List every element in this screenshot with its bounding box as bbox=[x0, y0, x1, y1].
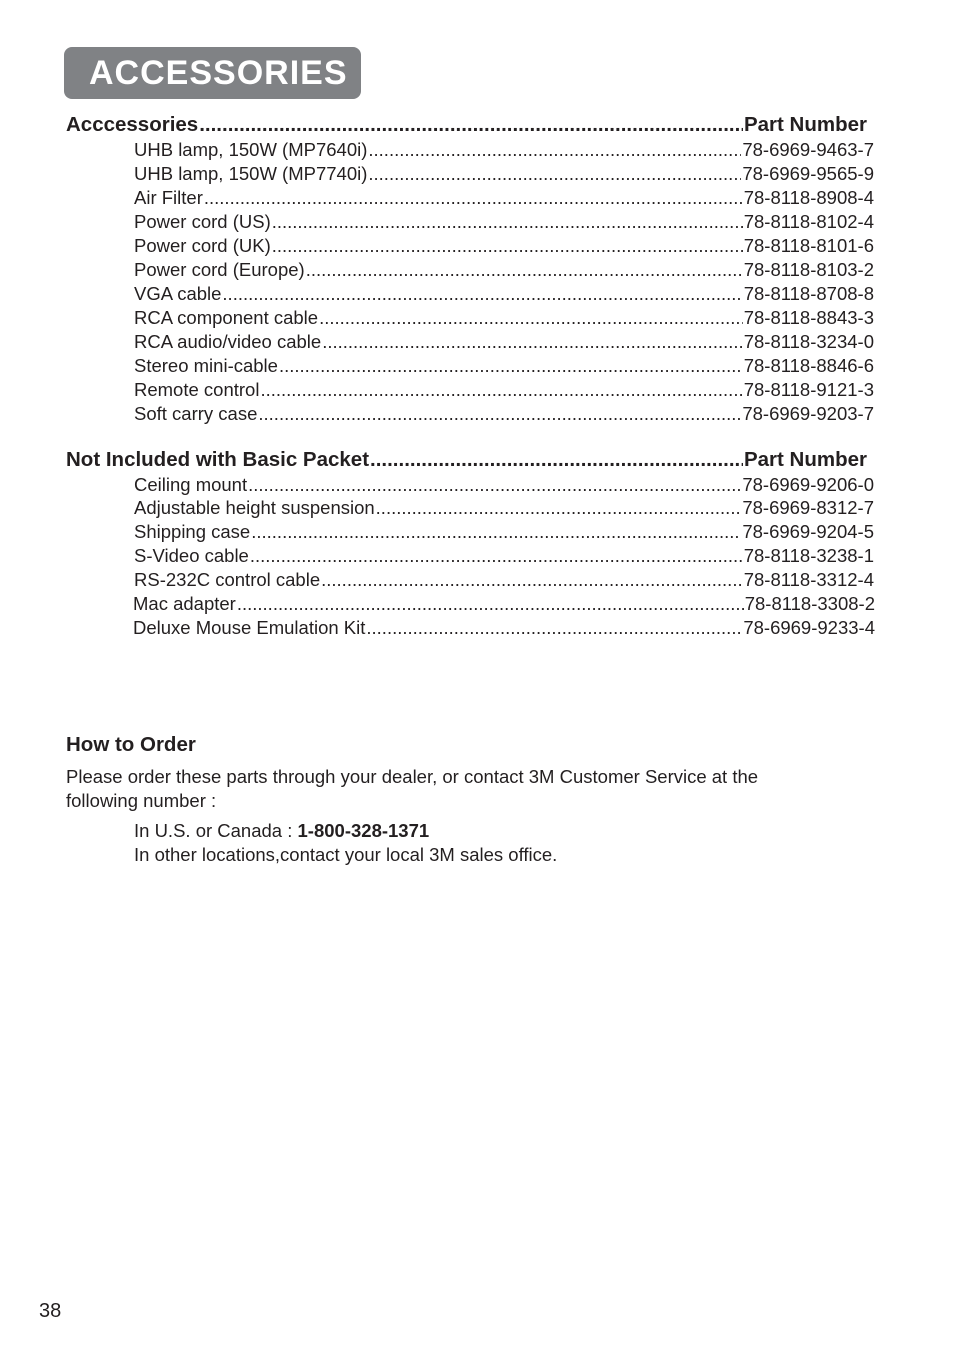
us-contact-line bbox=[134, 819, 429, 843]
dot-leader bbox=[272, 211, 743, 233]
list-item bbox=[134, 545, 874, 569]
dot-leader bbox=[368, 163, 741, 185]
order-instructions-line1: Please order these parts through your dealer, or contact 3M Customer Service at the bbox=[66, 766, 759, 787]
dot-leader bbox=[237, 593, 744, 615]
item-part-number: 78-8118-3308-2 bbox=[744, 593, 875, 614]
dot-leader bbox=[199, 113, 743, 137]
item-part-number: 78-8118-3312-4 bbox=[743, 569, 874, 590]
item-name: Remote control bbox=[134, 379, 260, 400]
other-locations-line: In other locations,contact your local 3M sales office. bbox=[134, 844, 558, 865]
item-name: RS-232C control cable bbox=[134, 569, 321, 590]
item-name: UHB lamp, 150W (MP7640i) bbox=[134, 139, 368, 160]
us-contact-label: In U.S. or Canada : bbox=[134, 820, 298, 841]
item-part-number: 78-8118-8846-6 bbox=[743, 355, 874, 376]
item-name: Power cord (Europe) bbox=[134, 259, 305, 280]
us-phone-number: 1-800-328-1371 bbox=[297, 820, 430, 841]
item-name: UHB lamp, 150W (MP7740i) bbox=[134, 163, 368, 184]
item-name: Deluxe Mouse Emulation Kit bbox=[133, 617, 366, 638]
dot-leader bbox=[260, 379, 742, 401]
dot-leader bbox=[204, 187, 743, 209]
item-name: VGA cable bbox=[134, 283, 222, 304]
not-included-header-row bbox=[66, 448, 867, 474]
list-item bbox=[134, 235, 874, 259]
list-item bbox=[133, 593, 875, 617]
dot-leader bbox=[368, 139, 741, 161]
dot-leader bbox=[248, 474, 741, 496]
item-name: S-Video cable bbox=[134, 545, 249, 566]
dot-leader bbox=[306, 259, 743, 281]
list-item bbox=[134, 355, 874, 379]
list-item bbox=[134, 379, 874, 403]
page-title-banner bbox=[64, 47, 361, 99]
dot-leader bbox=[251, 521, 741, 543]
item-name: RCA audio/video cable bbox=[134, 331, 322, 352]
item-part-number: 78-8118-9121-3 bbox=[743, 379, 874, 400]
list-item bbox=[134, 259, 874, 283]
item-name: Shipping case bbox=[134, 521, 251, 542]
item-part-number: 78-6969-8312-7 bbox=[742, 497, 874, 518]
list-item bbox=[134, 497, 874, 521]
item-part-number: 78-8118-8103-2 bbox=[743, 259, 874, 280]
dot-leader bbox=[321, 569, 743, 591]
item-name: Soft carry case bbox=[134, 403, 258, 424]
item-part-number: 78-8118-8843-3 bbox=[743, 307, 874, 328]
item-name: Air Filter bbox=[134, 187, 203, 208]
item-name: Ceiling mount bbox=[134, 474, 248, 495]
list-item bbox=[133, 617, 875, 641]
included-part-heading: Part Number bbox=[743, 113, 867, 136]
page-title: ACCESSORIES bbox=[89, 53, 348, 92]
list-item bbox=[134, 474, 874, 498]
dot-leader bbox=[272, 235, 743, 257]
item-part-number: 78-8118-3234-0 bbox=[743, 331, 874, 352]
item-name: RCA component cable bbox=[134, 307, 319, 328]
list-item bbox=[134, 187, 874, 211]
dot-leader bbox=[370, 448, 743, 472]
included-header-row bbox=[66, 113, 867, 139]
item-part-number: 78-8118-3238-1 bbox=[743, 545, 874, 566]
item-part-number: 78-6969-9463-7 bbox=[742, 139, 874, 160]
dot-leader bbox=[319, 307, 743, 329]
page-number: 38 bbox=[39, 1300, 62, 1322]
item-part-number: 78-6969-9565-9 bbox=[742, 163, 874, 184]
item-part-number: 78-8118-8102-4 bbox=[743, 211, 874, 232]
list-item bbox=[134, 569, 874, 593]
item-part-number: 78-6969-9203-7 bbox=[742, 403, 874, 424]
dot-leader bbox=[322, 331, 743, 353]
item-part-number: 78-6969-9204-5 bbox=[742, 521, 874, 542]
dot-leader bbox=[376, 497, 742, 519]
item-name: Mac adapter bbox=[133, 593, 236, 614]
order-instructions-line2: following number : bbox=[66, 790, 217, 811]
dot-leader bbox=[258, 403, 741, 425]
list-item bbox=[134, 307, 874, 331]
dot-leader bbox=[366, 617, 742, 639]
item-part-number: 78-8118-8101-6 bbox=[743, 235, 874, 256]
list-item bbox=[134, 283, 874, 307]
list-item bbox=[134, 331, 874, 355]
item-name: Power cord (US) bbox=[134, 211, 271, 232]
list-item bbox=[134, 163, 874, 187]
list-item bbox=[134, 139, 874, 163]
item-part-number: 78-8118-8908-4 bbox=[743, 187, 874, 208]
dot-leader bbox=[279, 355, 743, 377]
order-instructions bbox=[66, 765, 856, 813]
item-name: Stereo mini-cable bbox=[134, 355, 278, 376]
dot-leader bbox=[222, 283, 742, 305]
not-included-part-heading: Part Number bbox=[743, 448, 867, 471]
item-part-number: 78-6969-9206-0 bbox=[742, 474, 874, 495]
item-part-number: 78-6969-9233-4 bbox=[743, 617, 875, 638]
how-to-order-title: How to Order bbox=[66, 733, 196, 756]
list-item bbox=[134, 521, 874, 545]
item-name: Power cord (UK) bbox=[134, 235, 271, 256]
list-item bbox=[134, 211, 874, 235]
item-name: Adjustable height suspension bbox=[134, 497, 375, 518]
list-item bbox=[134, 403, 874, 427]
dot-leader bbox=[250, 545, 743, 567]
included-heading: Acccessories bbox=[66, 113, 199, 136]
not-included-heading: Not Included with Basic Packet bbox=[66, 448, 370, 471]
item-part-number: 78-8118-8708-8 bbox=[743, 283, 874, 304]
